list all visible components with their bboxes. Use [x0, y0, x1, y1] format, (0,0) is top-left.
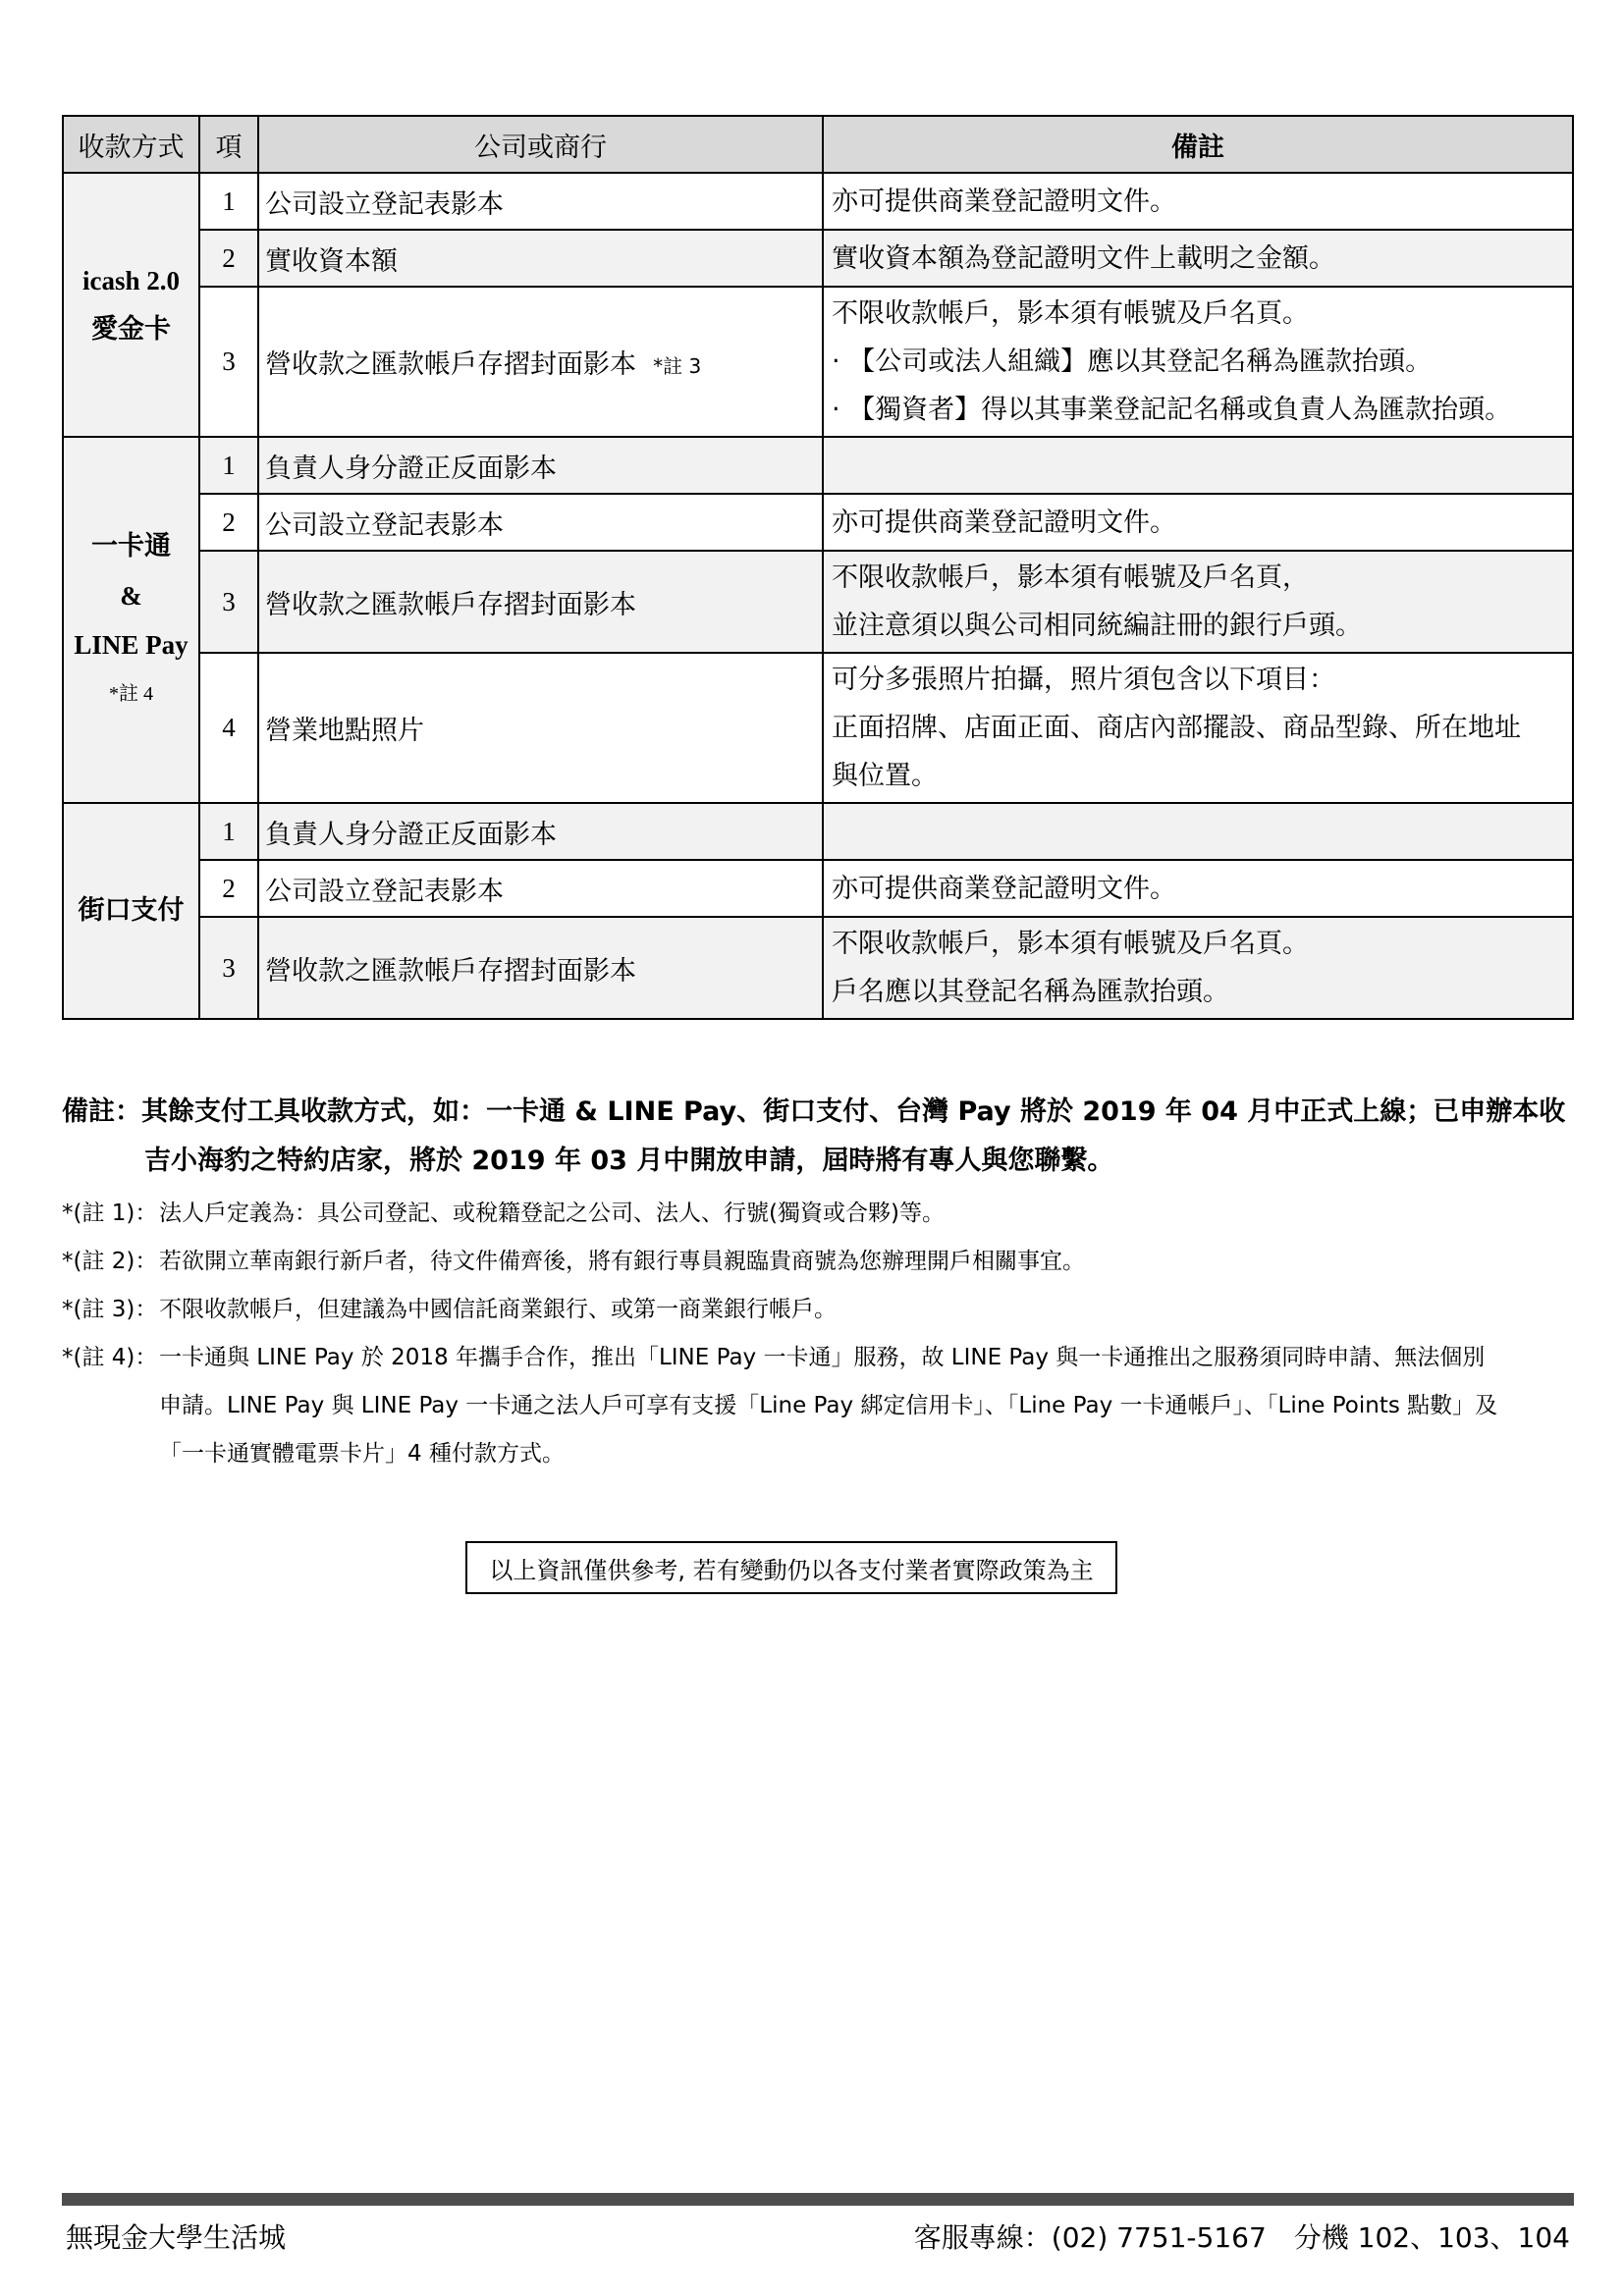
item-number: 4 — [199, 653, 258, 803]
footnote-3 — [62, 1286, 1574, 1334]
method-cell-icash — [63, 173, 199, 437]
note-line: 不限收款帳戶，影本須有帳號及戶名頁。 — [832, 929, 1309, 959]
footnote-line: 若欲開立華南銀行新戶者，待文件備齊後，將有銀行專員親臨貴商號為您辦理開戶相關事宜。 — [159, 1249, 1085, 1274]
item-name: 營收款之匯款帳戶存摺封面影本 — [258, 551, 823, 653]
footer-contact: 客服專線：(02) 7751-5167 分機 102、103、104 — [913, 2221, 1570, 2254]
footnote-1 — [62, 1190, 1574, 1238]
item-number: 3 — [199, 287, 258, 437]
footnote-label: *(註 3)： — [62, 1297, 158, 1322]
header-method: 收款方式 — [63, 116, 199, 173]
footnote-line: 申請。LINE Pay 與 LINE Pay 一卡通之法人戶可享有支援「Line Pay 綁定信用卡」、「Line Pay 一卡通帳戶」、「Line Points 點數」及 — [159, 1393, 1498, 1418]
item-name: 公司設立登記表影本 — [258, 860, 823, 917]
note-line: ‧ 【公司或法人組織】應以其登記名稱為匯款抬頭。 — [832, 347, 1433, 377]
remark-line: 吉小海豹之特約店家，將於 2019 年 03 月中開放申請，屆時將有專人與您聯繫。 — [144, 1146, 1114, 1176]
remark-line: 備註：其餘支付工具收款方式，如：一卡通 & LINE Pay、街口支付、台灣 Pay 將於 2019 年 04 月中正式上線；已申辦本收 — [62, 1096, 1566, 1127]
item-note — [823, 173, 1573, 230]
item-name: 營業地點照片 — [258, 653, 823, 803]
disclaimer-box: 以上資訊僅供參考, 若有變動仍以各支付業者實際政策為主 — [465, 1541, 1117, 1594]
item-name: 營收款之匯款帳戶存摺封面影本 — [265, 349, 636, 380]
table-row — [63, 437, 1573, 494]
item-name: 營收款之匯款帳戶存摺封面影本 — [258, 917, 823, 1019]
header-company: 公司或商行 — [258, 116, 823, 173]
footnote-text — [159, 1190, 1574, 1238]
note-line: 正面招牌、店面正面、商店內部擺設、商品型錄、所在地址 — [832, 713, 1521, 743]
footnote-text — [159, 1286, 1574, 1334]
note-line: 實收資本額為登記證明文件上載明之金額。 — [832, 242, 1335, 274]
table-row — [63, 653, 1573, 803]
footnotes — [62, 1190, 1574, 1478]
item-note — [823, 494, 1573, 551]
footnote-text — [159, 1334, 1574, 1478]
note-line: 不限收款帳戶，影本須有帳號及戶名頁， — [832, 562, 1309, 593]
item-name: 負責人身分證正反面影本 — [258, 437, 823, 494]
method-label: & — [120, 580, 142, 611]
footnote-line: 不限收款帳戶，但建議為中國信託商業銀行、或第一商業銀行帳戶。 — [159, 1297, 837, 1322]
table-row — [63, 230, 1573, 287]
requirements-table — [62, 115, 1574, 1020]
item-name: 負責人身分證正反面影本 — [258, 803, 823, 860]
item-note — [823, 287, 1573, 437]
method-cell-ipass-linepay — [63, 437, 199, 803]
item-note — [823, 653, 1573, 803]
note-line: 不限收款帳戶，影本須有帳號及戶名頁。 — [832, 298, 1309, 329]
note-line: ‧ 【獨資者】得以其事業登記記名稱或負責人為匯款抬頭。 — [832, 395, 1512, 425]
note-line: 亦可提供商業登記證明文件。 — [832, 873, 1176, 904]
header-remark: 備註 — [823, 116, 1573, 173]
method-label: icash 2.0 — [81, 265, 180, 295]
item-number: 1 — [199, 173, 258, 230]
footnote-label: *(註 1)： — [62, 1201, 158, 1226]
item-number: 3 — [199, 917, 258, 1019]
item-number: 1 — [199, 437, 258, 494]
method-label: LINE Pay — [74, 629, 189, 660]
item-number: 3 — [199, 551, 258, 653]
footnote-line: 法人戶定義為：具公司登記、或稅籍登記之公司、法人、行號(獨資或合夥)等。 — [159, 1201, 945, 1226]
method-label: 街口支付 — [78, 895, 185, 926]
table-row — [63, 803, 1573, 860]
footnote-line: 一卡通與 LINE Pay 於 2018 年攜手合作，推出「LINE Pay 一卡通」服務，故 LINE Pay 與一卡通推出之服務須同時申請、無法個別 — [159, 1345, 1486, 1370]
table-header-row — [63, 116, 1573, 173]
footer-divider — [62, 2193, 1574, 2206]
table-row — [63, 917, 1573, 1019]
note-line: 亦可提供商業登記證明文件。 — [832, 507, 1176, 538]
item-number: 2 — [199, 860, 258, 917]
item-name-cell — [258, 287, 823, 437]
method-footnote-ref: *註 4 — [109, 682, 153, 705]
note-line: 戶名應以其登記名稱為匯款抬頭。 — [832, 977, 1229, 1007]
item-note — [823, 860, 1573, 917]
item-name: 公司設立登記表影本 — [258, 173, 823, 230]
table-row — [63, 551, 1573, 653]
note-line: 可分多張照片拍攝，照片須包含以下項目： — [832, 665, 1335, 695]
item-note — [823, 803, 1573, 860]
footnote-text — [159, 1238, 1574, 1286]
footnote-line: 「一卡通實體電票卡片」4 種付款方式。 — [159, 1441, 565, 1467]
item-number: 1 — [199, 803, 258, 860]
note-line: 與位置。 — [832, 761, 938, 791]
table-row — [63, 494, 1573, 551]
footnote-2 — [62, 1238, 1574, 1286]
method-cell-jkopay — [63, 803, 199, 1019]
item-note — [823, 437, 1573, 494]
item-footnote-ref: *註 3 — [653, 354, 702, 378]
item-note — [823, 917, 1573, 1019]
note-line: 亦可提供商業登記證明文件。 — [832, 186, 1176, 217]
method-label: 愛金卡 — [91, 313, 171, 345]
table-row — [63, 287, 1573, 437]
item-note — [823, 230, 1573, 287]
method-label: 一卡通 — [91, 530, 171, 561]
header-item-number: 項 — [199, 116, 258, 173]
item-note — [823, 551, 1573, 653]
footnote-label: *(註 2)： — [62, 1249, 158, 1274]
table-row — [63, 860, 1573, 917]
item-number: 2 — [199, 494, 258, 551]
note-line: 並注意須以與公司相同統編註冊的銀行戶頭。 — [832, 611, 1362, 641]
footnote-4 — [62, 1334, 1574, 1478]
footer-title: 無現金大學生活城 — [66, 2221, 287, 2254]
remark-block — [62, 1088, 1574, 1186]
table-row — [63, 173, 1573, 230]
item-name: 實收資本額 — [258, 230, 823, 287]
item-number: 2 — [199, 230, 258, 287]
item-name: 公司設立登記表影本 — [258, 494, 823, 551]
footnote-label: *(註 4)： — [62, 1345, 158, 1370]
